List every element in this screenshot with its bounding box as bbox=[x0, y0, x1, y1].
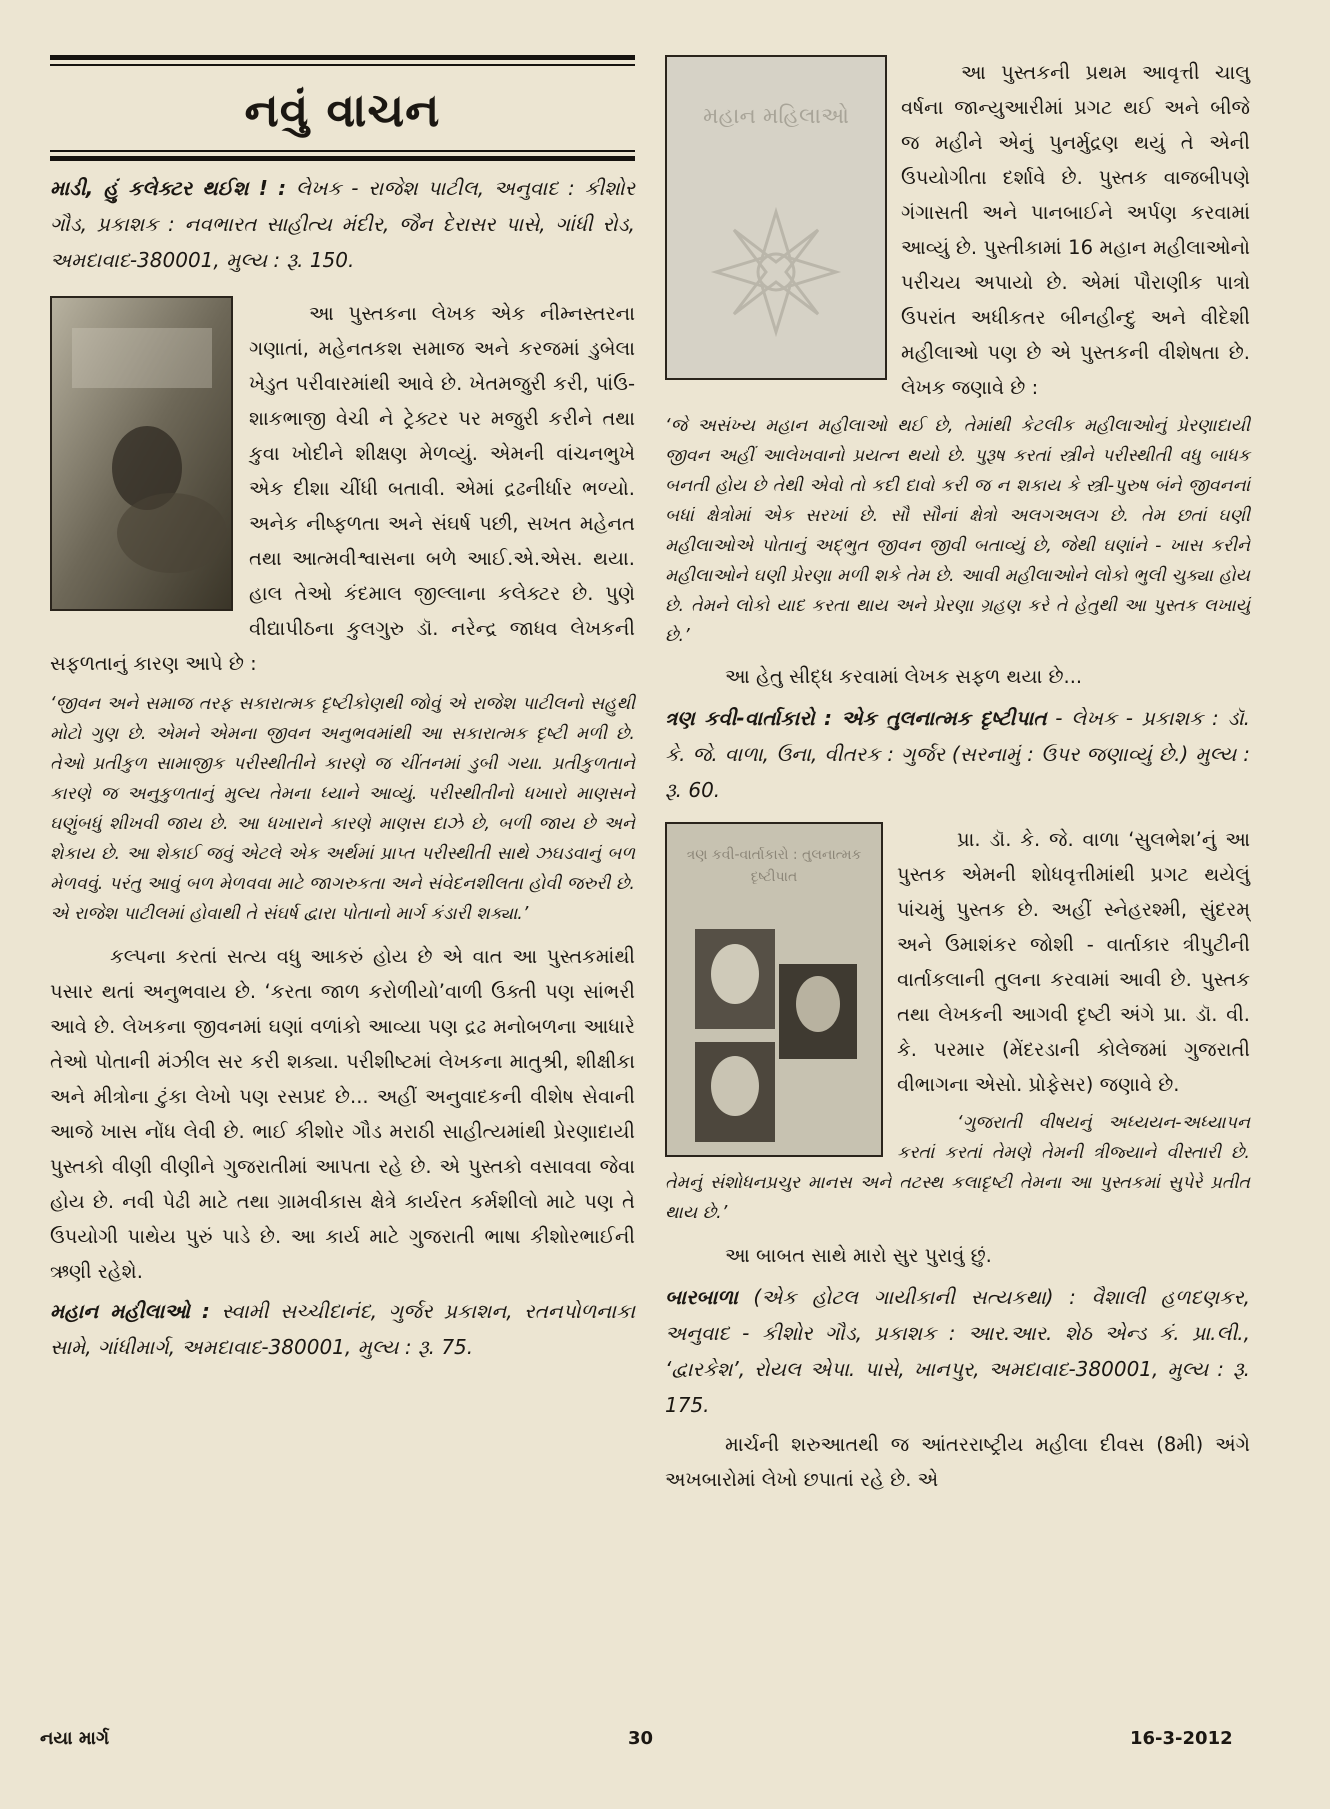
section-title: નવું વાચન bbox=[244, 83, 441, 137]
book1-cover-photo-icon bbox=[52, 298, 231, 609]
header-top-rule bbox=[50, 55, 635, 60]
book3-body bbox=[665, 822, 1250, 1102]
book4-details: (એક હોટલ ગાયીકાની સત્યકથા) : વૈશાલી હળદણકર, અનુવાદ - કીશોર ગૌડ, પ્રકાશક : આર.આર. શેઠ એન્ડ કં. પ્રા.લી., ‘દ્વારકેશ’, રોયલ એપા. પાસે, ખાનપુર, અમદાવાદ-380001, મુલ્ય : રૂ. 175. bbox=[665, 1285, 1250, 1417]
book3-cover-portraits-icon bbox=[667, 824, 881, 1155]
book2-quote: ‘જે અસંખ્ય મહાન મહીલાઓ થઈ છે, તેમાંથી કેટલીક મહીલાઓનું પ્રેરણાદાયી જીવન અહીં આલેખવાનો પ્રયત્ન થયો છે. પુરૂષ કરતાં સ્ત્રીને પરીસ્થીતી વધુ બાધક બનતી હોય છે તેથી એવો તો કદી દાવો કરી જ ન શકાય કે સ્ત્રી-પુરુષ બંને જીવનનાં બધાં ક્ષેત્રોમાં એક સરખાં છે. સૌ સૌનાં ક્ષેત્રો અલગઅલગ છે. તેમ છતાં ઘણી મહીલાઓએ પોતાનું અદ્ભુત જીવન જીવી બતાવ્યું છે, જેથી ઘણાંને - ખાસ કરીને મહીલાઓને ઘણી પ્રેરણા મળી શકે તેમ છે. આવી મહીલાઓને લોકો ભુલી ચુક્યા હોય છે. તેમને લોકો યાદ કરતા થાય અને પ્રેરણા ગ્રહણ કરે તે હેતુથી આ પુસ્તક લખાયું છે.’ bbox=[665, 416, 1250, 646]
book3-paragraph-1: પ્રા. ડૉ. કે. જે. વાળા ‘સુલભેશ’નું આ પુસ્તક એમની શોધવૃત્તીમાંથી પ્રગટ થયેલું પાંચમું પુસ્તક છે. અહીં સ્નેહરશ્મી, સુંદરમ્ અને ઉમાશંકર જોશી - વાર્તાકાર ત્રીપુટીની વાર્તાકલાની તુલના કરવામાં આવી છે. પુસ્તક તથા લેખકની આગવી દૃષ્ટી અંગે પ્રા. ડૉ. વી. કે. પરમાર (મેંદરડાની કોલેજમાં ગુજરાતી વીભાગના એસો. પ્રોફેસર) જણાવે છે. bbox=[897, 828, 1250, 1096]
right-column bbox=[665, 55, 1250, 1497]
footer-date: 16-3-2012 bbox=[1130, 1728, 1233, 1749]
book2-bibliography bbox=[50, 1293, 635, 1365]
book1-title: માડી, હું કલેક્ટર થઈશ ! : bbox=[50, 176, 287, 200]
book1-quote: ‘જીવન અને સમાજ તરફ સકારાત્મક દૃષ્ટીકોણથી જોવું એ રાજેશ પાટીલનો સહુથી મોટો ગુણ છે. એમને એમના જીવન અનુભવમાંથી આ સકારાત્મક દૃષ્ટી મળી છે. તેઓ પ્રતીકુળ સામાજીક પરીસ્થીતીને કારણે જ ચીંતનમાં ડુબી ગયા. પ્રતીકુળતાને કારણે જ અનુકુળતાનું મુલ્ય તેમના ધ્યાને આવ્યું. પરીસ્થીતીનો ધખારો માણસને ઘણુંબધું શીખવી જાય છે. આ ધખારાને કારણે માણસ દાઝે છે, બળી જાય છે અને શેકાય છે. આ શેકાઈ જવું એટલે એક અર્થમાં પ્રાપ્ત પરીસ્થીતી સાથે ઝઘડવાનું બળ મેળવવું. પરંતુ આવું બળ મેળવવા માટે જાગરુકતા અને સંવેદનશીલતા હોવી જરુરી છે. એ રાજેશ પાટીલમાં હોવાથી તે સંઘર્ષ દ્વારા પોતાનો માર્ગ કંડારી શક્યા.’ bbox=[50, 694, 635, 924]
book2-body bbox=[665, 55, 1250, 405]
header-top-rule-thin bbox=[50, 64, 635, 66]
book1-bibliography bbox=[50, 170, 635, 278]
book3-quote: ‘ગુજરાતી વીષયનું અધ્યયન-અધ્યાપન કરતાં કરતાં તેમણે તેમની ત્રીજ્યાને વીસ્તારી છે. તેમનું સંશોધનપ્રચુર માનસ અને તટસ્થ કલાદૃષ્ટી તેમના આ પુસ્તકમાં સુપેરે પ્રતીત થાય છે.’ bbox=[665, 1113, 1250, 1223]
book2-paragraph-1: આ પુસ્તકની પ્રથમ આવૃત્તી ચાલુ વર્ષના જાન્યુઆરીમાં પ્રગટ થઈ અને બીજે જ મહીને એનું પુનર્મુદ્રણ થયું તે એની ઉપયોગીતા દર્શાવે છે. પુસ્તક વાજબીપણે ગંગાસતી અને પાનબાઈને અર્પણ કરવામાં આવ્યું છે. પુસ્તીકામાં 16 મહાન મહીલાઓનો પરીચય અપાયો છે. એમાં પૌરાણીક પાત્રો ઉપરાંત અધીકતર બીનહીન્દુ અને વીદેશી મહીલાઓ પણ છે એ પુસ્તકની વીશેષતા છે. લેખક જણાવે છે : bbox=[901, 61, 1250, 399]
book1-cover-image bbox=[50, 296, 233, 611]
header-bottom-rule-thin bbox=[50, 150, 635, 152]
book1-details: લેખક - રાજેશ પાટીલ, અનુવાદ : કીશોર ગૌડ, પ્રકાશક : નવભારત સાહીત્ય મંદીર, જૈન દેરાસર પાસે, ગાંધી રોડ, અમદાવાદ-380001, મુલ્ય : રૂ. 150. bbox=[50, 176, 636, 272]
header-bottom-rule bbox=[50, 156, 635, 161]
book3-details: - લેખક - પ્રકાશક : ડૉ. કે. જે. વાળા, ઉના, વીતરક : ગુર્જર (સરનામું : ઉપર જણાવ્યું છે.) મુલ્ય : રૂ. 60. bbox=[665, 706, 1250, 802]
book1-paragraph-2: કલ્પના કરતાં સત્ય વધુ આકરું હોય છે એ વાત આ પુસ્તકમાંથી પસાર થતાં અનુભવાય છે. ‘કરતા જાળ કરોળીયો’વાળી ઉક્તી પણ સાંભરી આવે છે. લેખકના જીવનમાં ઘણાં વળાંકો આવ્યા પણ દ્રઢ મનોબળના આધારે તેઓ પોતાની મંઝીલ સર કરી શક્યા. પરીશીષ્ટમાં લેખકના માતુશ્રી, શીક્ષીકા અને મીત્રોના ટુંકા લેખો પણ રસપ્રદ છે... અહીં અનુવાદકની વીશેષ સેવાની આજે ખાસ નોંધ લેવી છે. ભાઈ કીશોર ગૌડ મરાઠી સાહીત્યમાંથી પ્રેરણાદાયી પુસ્તકો વીણી વીણીને ગુજરાતીમાં આપતા રહે છે. એ પુસ્તકો વસાવવા જેવા હોય છે. નવી પેઢી માટે તથા ગ્રામવીકાસ ક્ષેત્રે કાર્યરત કર્મશીલો માટે પણ તે ઉપયોગી પાથેય પુરું પાડે છે. આ કાર્ય માટે ગુજરાતી ભાષા કીશોરભાઈની ઋણી રહેશે. bbox=[50, 945, 635, 1283]
book2-cover-image bbox=[665, 55, 887, 380]
book2-conclusion: આ હેતુ સીદ્ધ કરવામાં લેખક સફળ થયા છે... bbox=[725, 665, 1083, 688]
book1-body bbox=[50, 296, 635, 681]
book4-paragraph-1: માર્ચની શરુઆતથી જ આંતરરાષ્ટ્રીય મહીલા દીવસ (8મી) અંગે અખબારોમાં લેખો છપાતાં રહે છે. એ bbox=[665, 1433, 1250, 1491]
footer-magazine-name: નયા માર્ગ bbox=[40, 1728, 110, 1749]
book3-conclusion: આ બાબત સાથે મારો સુર પુરાવું છું. bbox=[725, 1244, 992, 1267]
book4-title: બારબાળા bbox=[665, 1285, 738, 1309]
book3-cover-image bbox=[665, 822, 883, 1157]
left-column bbox=[50, 170, 635, 1365]
book2-title: મહાન મહીલાઓ : bbox=[50, 1299, 210, 1323]
book2-details: સ્વામી સચ્ચીદાનંદ, ગુર્જર પ્રકાશન, રતનપોળનાકા સામે, ગાંધીમાર્ગ, અમદાવાદ-380001, મુલ્ય : રૂ. 75. bbox=[50, 1299, 635, 1359]
book2-cover-title: મહાન મહિલાઓ bbox=[702, 104, 850, 129]
book1-paragraph-1: આ પુસ્તકના લેખક એક નીમ્નસ્તરના ગણાતાં, મહેનતકશ સમાજ અને કરજમાં ડુબેલા ખેડુત પરીવારમાંથી આવે છે. ખેતમજુરી કરી, પાંઉ-શાકભાજી વેચી ને ટ્રેક્ટર પર મજુરી કરીને તથા કુવા ખોદીને શીક્ષણ મેળવ્યું. એમની વાંચનભુખે એક દીશા ચીંધી બતાવી. એમાં દ્રઢનીર્ધાર ભળ્યો. અનેક નીષ્ફળતા અને સંઘર્ષ પછી, સખત મહેનત તથા આત્મવીશ્વાસના બળે આઈ.એ.એસ. થયા. હાલ તેઓ કંદમાલ જીલ્લાના કલેક્ટર છે. પુણે વીદ્યાપીઠના કુલગુરુ ડૉ. નરેન્દ્ર જાધવ લેખકની સફળતાનું કારણ આપે છે : bbox=[50, 302, 635, 675]
book3-title: ત્રણ કવી-વાર્તાકારો : એક તુલનાત્મક દૃષ્ટીપાત bbox=[665, 706, 1047, 730]
footer-page-number: 30 bbox=[628, 1728, 654, 1749]
book4-bibliography bbox=[665, 1279, 1250, 1423]
book3-cover-title: ત્રણ કવી-વાર્તાકારો : તુલનાત્મક દૃષ્ટીપાત bbox=[686, 847, 862, 885]
book2-cover-ornament-icon bbox=[667, 57, 885, 378]
book3-bibliography bbox=[665, 700, 1250, 808]
